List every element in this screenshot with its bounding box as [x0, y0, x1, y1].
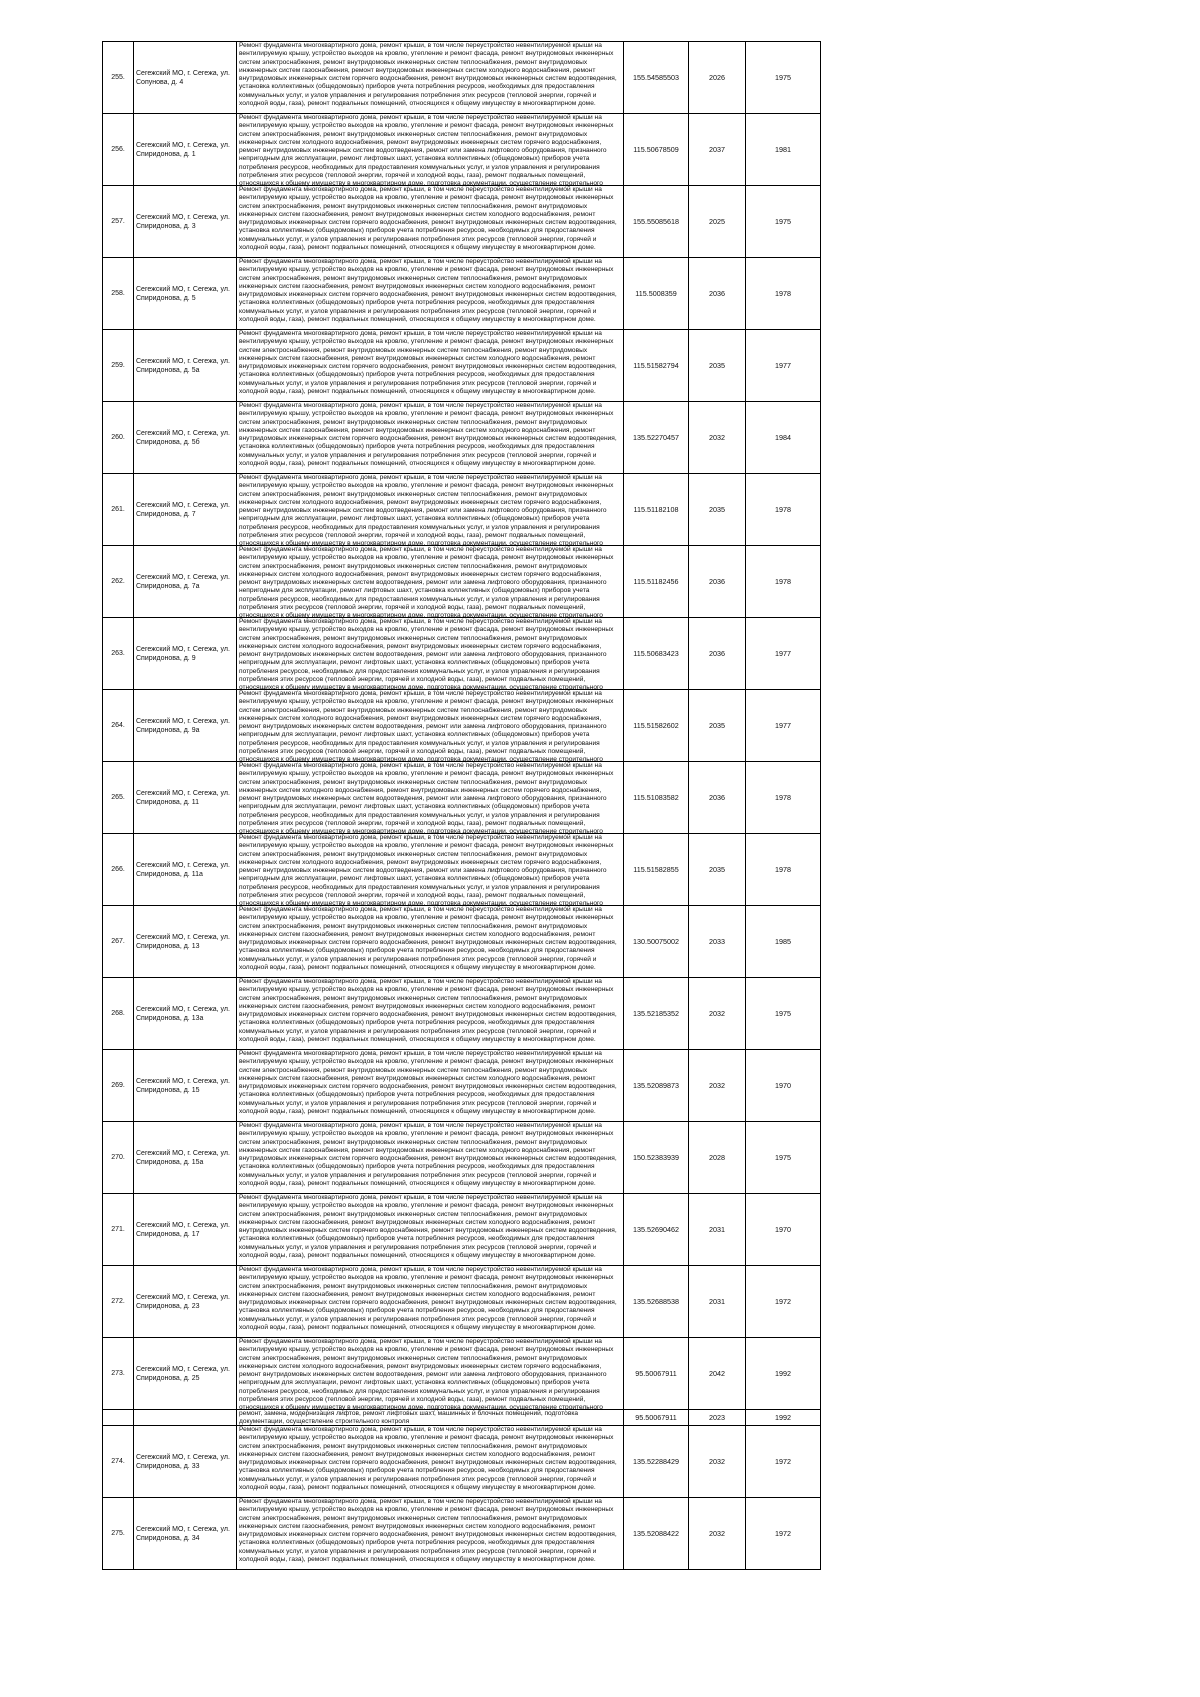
address-cell: Сегежский МО, г. Сегежа, ул. Спиридонова, д. 9: [134, 618, 237, 690]
address-cell: Сегежский МО, г. Сегежа, ул. Спиридонова, д. 25: [134, 1338, 237, 1410]
works-description-cell: [237, 618, 624, 690]
address-cell: Сегежский МО, г. Сегежа, ул. Спиридонова, д. 5б: [134, 402, 237, 474]
row-number-cell: 264.: [103, 690, 134, 762]
construction-year-cell: 1975: [746, 42, 821, 114]
works-description-cell: [237, 186, 624, 258]
row-number-cell: [103, 1410, 134, 1426]
construction-year-cell: 1984: [746, 402, 821, 474]
cost-cell: 115.51582855: [624, 834, 689, 906]
construction-year-cell: 1975: [746, 978, 821, 1050]
construction-year-cell: 1970: [746, 1194, 821, 1266]
repair-year-cell: 2032: [689, 978, 746, 1050]
cost-cell: 115.5008359: [624, 258, 689, 330]
table-row: [103, 1194, 821, 1266]
repair-year-cell: 2032: [689, 1050, 746, 1122]
cost-cell: 95.50067911: [624, 1338, 689, 1410]
table-row: [103, 834, 821, 906]
works-description-text: Ремонт фундамента многоквартирного дома, ремонт крыши, в том числе переустройство невентилируемой крыши на вентилируемую крышу, устройство выходов на кровлю, утепление и ремонт фасада, ремонт внутридомовых инженерных систем электроснабжения, ремонт внутридомовых инженерных систем теплоснабжения, ремонт внутридомовых инженерных систем газоснабжения, ремонт внутридомовых инженерных систем холодного водоснабжения, ремонт внутридомовых инженерных систем горячего водоснабжения, ремонт внутридомовых инженерных систем водоотведения, установка коллективных (общедомовых) приборов учета потребления ресурсов, необходимых для предоставления коммунальных услуг, и узлов управления и регулирования потребления этих ресурсов (тепловой энергии, горячей и холодной воды, газа), ремонт подвальных помещений, относящихся к общему имуществу в многоквартирном доме.: [239, 1426, 617, 1492]
row-number-cell: 259.: [103, 330, 134, 402]
table-row: [103, 978, 821, 1050]
address-cell: Сегежский МО, г. Сегежа, ул. Спиридонова, д. 7: [134, 474, 237, 546]
works-description-cell: [237, 1410, 624, 1426]
capital-repair-table: [102, 41, 821, 1570]
row-number-cell: 255.: [103, 42, 134, 114]
works-description-cell: [237, 834, 624, 906]
repair-year-cell: 2036: [689, 762, 746, 834]
row-number-cell: 260.: [103, 402, 134, 474]
address-cell: [134, 1410, 237, 1426]
works-description-cell: [237, 1122, 624, 1194]
cost-cell: 95.50067911: [624, 1410, 689, 1426]
repair-year-cell: 2023: [689, 1410, 746, 1426]
works-description-text: Ремонт фундамента многоквартирного дома, ремонт крыши, в том числе переустройство невентилируемой крыши на вентилируемую крышу, устройство выходов на кровлю, утепление и ремонт фасада, ремонт внутридомовых инженерных систем электроснабжения, ремонт внутридомовых инженерных систем теплоснабжения, ремонт внутридомовых инженерных систем холодного водоснабжения, ремонт внутридомовых инженерных систем горячего водоснабжения, ремонт внутридомовых инженерных систем водоотведения, ремонт или замена лифтового оборудования, признанного непригодным для эксплуатации, ремонт лифтовых шахт, установка коллективных (общедомовых) приборов учета потребления ресурсов, необходимых для предоставления коммунальных услуг, и узлов управления и регулирования потребления этих ресурсов (тепловой энергии, горячей и холодной воды, газа), ремонт подвальных помещений, относящихся к общему имуществу в многоквартирном доме, подготовка документации, осуществление строительного: [239, 114, 614, 188]
works-description-cell: [237, 330, 624, 402]
cost-cell: 155.54585503: [624, 42, 689, 114]
cost-cell: 135.52185352: [624, 978, 689, 1050]
cost-cell: 135.52688538: [624, 1266, 689, 1338]
row-number-cell: 263.: [103, 618, 134, 690]
construction-year-cell: 1972: [746, 1266, 821, 1338]
cost-cell: 115.50683423: [624, 618, 689, 690]
construction-year-cell: 1981: [746, 114, 821, 186]
address-cell: Сегежский МО, г. Сегежа, ул. Сопунова, д. 4: [134, 42, 237, 114]
cost-cell: 135.52288429: [624, 1426, 689, 1498]
address-cell: Сегежский МО, г. Сегежа, ул. Спиридонова, д. 23: [134, 1266, 237, 1338]
cost-cell: 115.51582794: [624, 330, 689, 402]
table-row: [103, 1498, 821, 1570]
construction-year-cell: 1977: [746, 618, 821, 690]
table-body: [103, 42, 821, 1570]
cost-cell: 115.51182108: [624, 474, 689, 546]
table-subrow: [103, 1410, 821, 1426]
works-description-cell: [237, 114, 624, 186]
row-number-cell: 272.: [103, 1266, 134, 1338]
construction-year-cell: 1978: [746, 546, 821, 618]
construction-year-cell: 1978: [746, 834, 821, 906]
works-description-cell: [237, 402, 624, 474]
works-description-text: Ремонт фундамента многоквартирного дома, ремонт крыши, в том числе переустройство невентилируемой крыши на вентилируемую крышу, устройство выходов на кровлю, утепление и ремонт фасада, ремонт внутридомовых инженерных систем электроснабжения, ремонт внутридомовых инженерных систем теплоснабжения, ремонт внутридомовых инженерных систем газоснабжения, ремонт внутридомовых инженерных систем холодного водоснабжения, ремонт внутридомовых инженерных систем горячего водоснабжения, ремонт внутридомовых инженерных систем водоотведения, установка коллективных (общедомовых) приборов учета потребления ресурсов, необходимых для предоставления коммунальных услуг, и узлов управления и регулирования потребления этих ресурсов (тепловой энергии, горячей и холодной воды, газа), ремонт подвальных помещений, относящихся к общему имуществу в многоквартирном доме.: [239, 1122, 617, 1188]
table-row: [103, 546, 821, 618]
row-number-cell: 261.: [103, 474, 134, 546]
works-description-text: Ремонт фундамента многоквартирного дома, ремонт крыши, в том числе переустройство невентилируемой крыши на вентилируемую крышу, устройство выходов на кровлю, утепление и ремонт фасада, ремонт внутридомовых инженерных систем электроснабжения, ремонт внутридомовых инженерных систем теплоснабжения, ремонт внутридомовых инженерных систем холодного водоснабжения, ремонт внутридомовых инженерных систем горячего водоснабжения, ремонт внутридомовых инженерных систем водоотведения, ремонт или замена лифтового оборудования, признанного непригодным для эксплуатации, ремонт лифтовых шахт, установка коллективных (общедомовых) приборов учета потребления ресурсов, необходимых для предоставления коммунальных услуг, и узлов управления и регулирования потребления этих ресурсов (тепловой энергии, горячей и холодной воды, газа), ремонт подвальных помещений, относящихся к общему имуществу в многоквартирном доме, подготовка документации, осуществление строительного: [239, 546, 614, 620]
row-number-cell: 266.: [103, 834, 134, 906]
works-description-cell: [237, 42, 624, 114]
row-number-cell: 256.: [103, 114, 134, 186]
works-description-text: Ремонт фундамента многоквартирного дома, ремонт крыши, в том числе переустройство невентилируемой крыши на вентилируемую крышу, устройство выходов на кровлю, утепление и ремонт фасада, ремонт внутридомовых инженерных систем электроснабжения, ремонт внутридомовых инженерных систем теплоснабжения, ремонт внутридомовых инженерных систем холодного водоснабжения, ремонт внутридомовых инженерных систем горячего водоснабжения, ремонт внутридомовых инженерных систем водоотведения, ремонт или замена лифтового оборудования, признанного непригодным для эксплуатации, ремонт лифтовых шахт, установка коллективных (общедомовых) приборов учета потребления ресурсов, необходимых для предоставления коммунальных услуг, и узлов управления и регулирования потребления этих ресурсов (тепловой энергии, горячей и холодной воды, газа), ремонт подвальных помещений, относящихся к общему имуществу в многоквартирном доме, подготовка документации, осуществление строительного: [239, 618, 614, 692]
works-description-cell: [237, 1266, 624, 1338]
works-description-text: Ремонт фундамента многоквартирного дома, ремонт крыши, в том числе переустройство невентилируемой крыши на вентилируемую крышу, устройство выходов на кровлю, утепление и ремонт фасада, ремонт внутридомовых инженерных систем электроснабжения, ремонт внутридомовых инженерных систем теплоснабжения, ремонт внутридомовых инженерных систем холодного водоснабжения, ремонт внутридомовых инженерных систем горячего водоснабжения, ремонт внутридомовых инженерных систем водоотведения, ремонт или замена лифтового оборудования, признанного непригодным для эксплуатации, ремонт лифтовых шахт, установка коллективных (общедомовых) приборов учета потребления ресурсов, необходимых для предоставления коммунальных услуг, и узлов управления и регулирования потребления этих ресурсов (тепловой энергии, горячей и холодной воды, газа), ремонт подвальных помещений, относящихся к общему имуществу в многоквартирном доме, подготовка документации, осуществление строительного: [239, 762, 614, 836]
row-number-cell: 271.: [103, 1194, 134, 1266]
works-description-text: Ремонт фундамента многоквартирного дома, ремонт крыши, в том числе переустройство невентилируемой крыши на вентилируемую крышу, устройство выходов на кровлю, утепление и ремонт фасада, ремонт внутридомовых инженерных систем электроснабжения, ремонт внутридомовых инженерных систем теплоснабжения, ремонт внутридомовых инженерных систем газоснабжения, ремонт внутридомовых инженерных систем холодного водоснабжения, ремонт внутридомовых инженерных систем горячего водоснабжения, ремонт внутридомовых инженерных систем водоотведения, установка коллективных (общедомовых) приборов учета потребления ресурсов, необходимых для предоставления коммунальных услуг, и узлов управления и регулирования потребления этих ресурсов (тепловой энергии, горячей и холодной воды, газа), ремонт подвальных помещений, относящихся к общему имуществу в многоквартирном доме.: [239, 906, 617, 972]
repair-year-cell: 2035: [689, 834, 746, 906]
construction-year-cell: 1972: [746, 1426, 821, 1498]
works-description-text: Ремонт фундамента многоквартирного дома, ремонт крыши, в том числе переустройство невентилируемой крыши на вентилируемую крышу, устройство выходов на кровлю, утепление и ремонт фасада, ремонт внутридомовых инженерных систем электроснабжения, ремонт внутридомовых инженерных систем теплоснабжения, ремонт внутридомовых инженерных систем газоснабжения, ремонт внутридомовых инженерных систем холодного водоснабжения, ремонт внутридомовых инженерных систем горячего водоснабжения, ремонт внутридомовых инженерных систем водоотведения, установка коллективных (общедомовых) приборов учета потребления ресурсов, необходимых для предоставления коммунальных услуг, и узлов управления и регулирования потребления этих ресурсов (тепловой энергии, горячей и холодной воды, газа), ремонт подвальных помещений, относящихся к общему имуществу в многоквартирном доме.: [239, 258, 617, 324]
row-number-cell: 258.: [103, 258, 134, 330]
repair-year-cell: 2032: [689, 1426, 746, 1498]
works-description-text: Ремонт фундамента многоквартирного дома, ремонт крыши, в том числе переустройство невентилируемой крыши на вентилируемую крышу, устройство выходов на кровлю, утепление и ремонт фасада, ремонт внутридомовых инженерных систем электроснабжения, ремонт внутридомовых инженерных систем теплоснабжения, ремонт внутридомовых инженерных систем газоснабжения, ремонт внутридомовых инженерных систем холодного водоснабжения, ремонт внутридомовых инженерных систем горячего водоснабжения, ремонт внутридомовых инженерных систем водоотведения, установка коллективных (общедомовых) приборов учета потребления ресурсов, необходимых для предоставления коммунальных услуг, и узлов управления и регулирования потребления этих ресурсов (тепловой энергии, горячей и холодной воды, газа), ремонт подвальных помещений, относящихся к общему имуществу в многоквартирном доме.: [239, 1194, 617, 1260]
repair-year-cell: 2031: [689, 1266, 746, 1338]
works-description-text: Ремонт фундамента многоквартирного дома, ремонт крыши, в том числе переустройство невентилируемой крыши на вентилируемую крышу, устройство выходов на кровлю, утепление и ремонт фасада, ремонт внутридомовых инженерных систем электроснабжения, ремонт внутридомовых инженерных систем теплоснабжения, ремонт внутридомовых инженерных систем газоснабжения, ремонт внутридомовых инженерных систем холодного водоснабжения, ремонт внутридомовых инженерных систем горячего водоснабжения, ремонт внутридомовых инженерных систем водоотведения, установка коллективных (общедомовых) приборов учета потребления ресурсов, необходимых для предоставления коммунальных услуг, и узлов управления и регулирования потребления этих ресурсов (тепловой энергии, горячей и холодной воды, газа), ремонт подвальных помещений, относящихся к общему имуществу в многоквартирном доме.: [239, 1498, 617, 1564]
works-description-text: Ремонт фундамента многоквартирного дома, ремонт крыши, в том числе переустройство невентилируемой крыши на вентилируемую крышу, устройство выходов на кровлю, утепление и ремонт фасада, ремонт внутридомовых инженерных систем электроснабжения, ремонт внутридомовых инженерных систем теплоснабжения, ремонт внутридомовых инженерных систем газоснабжения, ремонт внутридомовых инженерных систем холодного водоснабжения, ремонт внутридомовых инженерных систем горячего водоснабжения, ремонт внутридомовых инженерных систем водоотведения, установка коллективных (общедомовых) приборов учета потребления ресурсов, необходимых для предоставления коммунальных услуг, и узлов управления и регулирования потребления этих ресурсов (тепловой энергии, горячей и холодной воды, газа), ремонт подвальных помещений, относящихся к общему имуществу в многоквартирном доме.: [239, 978, 617, 1044]
table-row: [103, 186, 821, 258]
address-cell: Сегежский МО, г. Сегежа, ул. Спиридонова, д. 5: [134, 258, 237, 330]
repair-year-cell: 2032: [689, 1498, 746, 1570]
row-number-cell: 274.: [103, 1426, 134, 1498]
cost-cell: 135.52270457: [624, 402, 689, 474]
repair-year-cell: 2037: [689, 114, 746, 186]
repair-year-cell: 2036: [689, 546, 746, 618]
row-number-cell: 270.: [103, 1122, 134, 1194]
row-number-cell: 275.: [103, 1498, 134, 1570]
construction-year-cell: 1970: [746, 1050, 821, 1122]
cost-cell: 155.55085618: [624, 186, 689, 258]
works-description-text: Ремонт фундамента многоквартирного дома, ремонт крыши, в том числе переустройство невентилируемой крыши на вентилируемую крышу, устройство выходов на кровлю, утепление и ремонт фасада, ремонт внутридомовых инженерных систем электроснабжения, ремонт внутридомовых инженерных систем теплоснабжения, ремонт внутридомовых инженерных систем холодного водоснабжения, ремонт внутридомовых инженерных систем горячего водоснабжения, ремонт внутридомовых инженерных систем водоотведения, ремонт или замена лифтового оборудования, признанного непригодным для эксплуатации, ремонт лифтовых шахт, установка коллективных (общедомовых) приборов учета потребления ресурсов, необходимых для предоставления коммунальных услуг, и узлов управления и регулирования потребления этих ресурсов (тепловой энергии, горячей и холодной воды, газа), ремонт подвальных помещений, относящихся к общему имуществу в многоквартирном доме, подготовка документации, осуществление строительного: [239, 834, 614, 908]
address-cell: Сегежский МО, г. Сегежа, ул. Спиридонова, д. 5а: [134, 330, 237, 402]
works-description-text: Ремонт фундамента многоквартирного дома, ремонт крыши, в том числе переустройство невентилируемой крыши на вентилируемую крышу, устройство выходов на кровлю, утепление и ремонт фасада, ремонт внутридомовых инженерных систем электроснабжения, ремонт внутридомовых инженерных систем теплоснабжения, ремонт внутридомовых инженерных систем газоснабжения, ремонт внутридомовых инженерных систем холодного водоснабжения, ремонт внутридомовых инженерных систем горячего водоснабжения, ремонт внутридомовых инженерных систем водоотведения, установка коллективных (общедомовых) приборов учета потребления ресурсов, необходимых для предоставления коммунальных услуг, и узлов управления и регулирования потребления этих ресурсов (тепловой энергии, горячей и холодной воды, газа), ремонт подвальных помещений, относящихся к общему имуществу в многоквартирном доме.: [239, 1266, 617, 1332]
table-row: [103, 906, 821, 978]
cost-cell: 115.50678509: [624, 114, 689, 186]
cost-cell: 135.52690462: [624, 1194, 689, 1266]
construction-year-cell: 1972: [746, 1498, 821, 1570]
cost-cell: 135.52089873: [624, 1050, 689, 1122]
construction-year-cell: 1975: [746, 186, 821, 258]
row-number-cell: 268.: [103, 978, 134, 1050]
address-cell: Сегежский МО, г. Сегежа, ул. Спиридонова, д. 11а: [134, 834, 237, 906]
table-row: [103, 42, 821, 114]
table-row: [103, 474, 821, 546]
works-description-text: Ремонт фундамента многоквартирного дома, ремонт крыши, в том числе переустройство невентилируемой крыши на вентилируемую крышу, устройство выходов на кровлю, утепление и ремонт фасада, ремонт внутридомовых инженерных систем электроснабжения, ремонт внутридомовых инженерных систем теплоснабжения, ремонт внутридомовых инженерных систем газоснабжения, ремонт внутридомовых инженерных систем холодного водоснабжения, ремонт внутридомовых инженерных систем горячего водоснабжения, ремонт внутридомовых инженерных систем водоотведения, установка коллективных (общедомовых) приборов учета потребления ресурсов, необходимых для предоставления коммунальных услуг, и узлов управления и регулирования потребления этих ресурсов (тепловой энергии, горячей и холодной воды, газа), ремонт подвальных помещений, относящихся к общему имуществу в многоквартирном доме.: [239, 1050, 617, 1116]
construction-year-cell: 1985: [746, 906, 821, 978]
table-row: [103, 330, 821, 402]
works-description-cell: [237, 978, 624, 1050]
construction-year-cell: 1978: [746, 258, 821, 330]
cost-cell: 115.51083582: [624, 762, 689, 834]
address-cell: Сегежский МО, г. Сегежа, ул. Спиридонова, д. 34: [134, 1498, 237, 1570]
address-cell: Сегежский МО, г. Сегежа, ул. Спиридонова, д. 7а: [134, 546, 237, 618]
repair-year-cell: 2035: [689, 474, 746, 546]
repair-year-cell: 2028: [689, 1122, 746, 1194]
table-row: [103, 1050, 821, 1122]
works-description-text: Ремонт фундамента многоквартирного дома, ремонт крыши, в том числе переустройство невентилируемой крыши на вентилируемую крышу, устройство выходов на кровлю, утепление и ремонт фасада, ремонт внутридомовых инженерных систем электроснабжения, ремонт внутридомовых инженерных систем теплоснабжения, ремонт внутридомовых инженерных систем холодного водоснабжения, ремонт внутридомовых инженерных систем горячего водоснабжения, ремонт внутридомовых инженерных систем водоотведения, ремонт или замена лифтового оборудования, признанного непригодным для эксплуатации, ремонт лифтовых шахт, установка коллективных (общедомовых) приборов учета потребления ресурсов, необходимых для предоставления коммунальных услуг, и узлов управления и регулирования потребления этих ресурсов (тепловой энергии, горячей и холодной воды, газа), ремонт подвальных помещений, относящихся к общему имуществу в многоквартирном доме, подготовка документации, осуществление строительного: [239, 474, 614, 548]
table-row: [103, 690, 821, 762]
table-row: [103, 258, 821, 330]
works-description-text: Ремонт фундамента многоквартирного дома, ремонт крыши, в том числе переустройство невентилируемой крыши на вентилируемую крышу, устройство выходов на кровлю, утепление и ремонт фасада, ремонт внутридомовых инженерных систем электроснабжения, ремонт внутридомовых инженерных систем теплоснабжения, ремонт внутридомовых инженерных систем холодного водоснабжения, ремонт внутридомовых инженерных систем горячего водоснабжения, ремонт внутридомовых инженерных систем водоотведения, ремонт или замена лифтового оборудования, признанного непригодным для эксплуатации, ремонт лифтовых шахт, установка коллективных (общедомовых) приборов учета потребления ресурсов, необходимых для предоставления коммунальных услуг, и узлов управления и регулирования потребления этих ресурсов (тепловой энергии, горячей и холодной воды, газа), ремонт подвальных помещений, относящихся к общему имуществу в многоквартирном доме, подготовка документации, осуществление строительного: [239, 690, 614, 764]
row-number-cell: 262.: [103, 546, 134, 618]
works-description-text: Ремонт фундамента многоквартирного дома, ремонт крыши, в том числе переустройство невентилируемой крыши на вентилируемую крышу, устройство выходов на кровлю, утепление и ремонт фасада, ремонт внутридомовых инженерных систем электроснабжения, ремонт внутридомовых инженерных систем теплоснабжения, ремонт внутридомовых инженерных систем холодного водоснабжения, ремонт внутридомовых инженерных систем горячего водоснабжения, ремонт внутридомовых инженерных систем водоотведения, ремонт или замена лифтового оборудования, признанного непригодным для эксплуатации, ремонт лифтовых шахт, установка коллективных (общедомовых) приборов учета потребления ресурсов, необходимых для предоставления коммунальных услуг, и узлов управления и регулирования потребления этих ресурсов (тепловой энергии, горячей и холодной воды, газа), ремонт подвальных помещений, относящихся к общему имуществу в многоквартирном доме, подготовка документации, осуществление строительного: [239, 1338, 614, 1412]
table-row: [103, 1426, 821, 1498]
repair-year-cell: 2036: [689, 618, 746, 690]
construction-year-cell: 1975: [746, 1122, 821, 1194]
works-description-cell: [237, 1338, 624, 1410]
construction-year-cell: 1978: [746, 762, 821, 834]
repair-year-cell: 2042: [689, 1338, 746, 1410]
row-number-cell: 265.: [103, 762, 134, 834]
cost-cell: 150.52383939: [624, 1122, 689, 1194]
works-description-text: Ремонт фундамента многоквартирного дома, ремонт крыши, в том числе переустройство невентилируемой крыши на вентилируемую крышу, устройство выходов на кровлю, утепление и ремонт фасада, ремонт внутридомовых инженерных систем электроснабжения, ремонт внутридомовых инженерных систем теплоснабжения, ремонт внутридомовых инженерных систем газоснабжения, ремонт внутридомовых инженерных систем холодного водоснабжения, ремонт внутридомовых инженерных систем горячего водоснабжения, ремонт внутридомовых инженерных систем водоотведения, установка коллективных (общедомовых) приборов учета потребления ресурсов, необходимых для предоставления коммунальных услуг, и узлов управления и регулирования потребления этих ресурсов (тепловой энергии, горячей и холодной воды, газа), ремонт подвальных помещений, относящихся к общему имуществу в многоквартирном доме.: [239, 330, 617, 396]
table-row: [103, 618, 821, 690]
repair-year-cell: 2036: [689, 258, 746, 330]
works-description-text: Ремонт фундамента многоквартирного дома, ремонт крыши, в том числе переустройство невентилируемой крыши на вентилируемую крышу, устройство выходов на кровлю, утепление и ремонт фасада, ремонт внутридомовых инженерных систем электроснабжения, ремонт внутридомовых инженерных систем теплоснабжения, ремонт внутридомовых инженерных систем газоснабжения, ремонт внутридомовых инженерных систем холодного водоснабжения, ремонт внутридомовых инженерных систем горячего водоснабжения, ремонт внутридомовых инженерных систем водоотведения, установка коллективных (общедомовых) приборов учета потребления ресурсов, необходимых для предоставления коммунальных услуг, и узлов управления и регулирования потребления этих ресурсов (тепловой энергии, горячей и холодной воды, газа), ремонт подвальных помещений, относящихся к общему имуществу в многоквартирном доме.: [239, 42, 617, 108]
repair-year-cell: 2033: [689, 906, 746, 978]
cost-cell: 130.50075002: [624, 906, 689, 978]
cost-cell: 115.51182456: [624, 546, 689, 618]
address-cell: Сегежский МО, г. Сегежа, ул. Спиридонова, д. 33: [134, 1426, 237, 1498]
works-description-text: ремонт, замена, модернизация лифтов, ремонт лифтовых шахт, машинных и блочных помещений, подготовка документации, осуществление строительного контроля: [239, 1410, 579, 1426]
address-cell: Сегежский МО, г. Сегежа, ул. Спиридонова, д. 15: [134, 1050, 237, 1122]
works-description-cell: [237, 1426, 624, 1498]
repair-year-cell: 2035: [689, 330, 746, 402]
repair-year-cell: 2035: [689, 690, 746, 762]
works-description-cell: [237, 1050, 624, 1122]
construction-year-cell: 1977: [746, 330, 821, 402]
repair-year-cell: 2025: [689, 186, 746, 258]
works-description-cell: [237, 1194, 624, 1266]
address-cell: Сегежский МО, г. Сегежа, ул. Спиридонова, д. 9а: [134, 690, 237, 762]
works-description-cell: [237, 258, 624, 330]
construction-year-cell: 1992: [746, 1410, 821, 1426]
table-row: [103, 402, 821, 474]
address-cell: Сегежский МО, г. Сегежа, ул. Спиридонова, д. 11: [134, 762, 237, 834]
repair-year-cell: 2032: [689, 402, 746, 474]
row-number-cell: 269.: [103, 1050, 134, 1122]
row-number-cell: 257.: [103, 186, 134, 258]
works-description-cell: [237, 1498, 624, 1570]
works-description-cell: [237, 762, 624, 834]
works-description-cell: [237, 474, 624, 546]
works-description-text: Ремонт фундамента многоквартирного дома, ремонт крыши, в том числе переустройство невентилируемой крыши на вентилируемую крышу, устройство выходов на кровлю, утепление и ремонт фасада, ремонт внутридомовых инженерных систем электроснабжения, ремонт внутридомовых инженерных систем теплоснабжения, ремонт внутридомовых инженерных систем газоснабжения, ремонт внутридомовых инженерных систем холодного водоснабжения, ремонт внутридомовых инженерных систем горячего водоснабжения, ремонт внутридомовых инженерных систем водоотведения, установка коллективных (общедомовых) приборов учета потребления ресурсов, необходимых для предоставления коммунальных услуг, и узлов управления и регулирования потребления этих ресурсов (тепловой энергии, горячей и холодной воды, газа), ремонт подвальных помещений, относящихся к общему имуществу в многоквартирном доме.: [239, 402, 617, 468]
address-cell: Сегежский МО, г. Сегежа, ул. Спиридонова, д. 3: [134, 186, 237, 258]
table-row: [103, 762, 821, 834]
row-number-cell: 273.: [103, 1338, 134, 1410]
works-description-cell: [237, 690, 624, 762]
repair-year-cell: 2026: [689, 42, 746, 114]
works-description-cell: [237, 906, 624, 978]
row-number-cell: 267.: [103, 906, 134, 978]
address-cell: Сегежский МО, г. Сегежа, ул. Спиридонова, д. 1: [134, 114, 237, 186]
table-row: [103, 1338, 821, 1410]
works-description-cell: [237, 546, 624, 618]
construction-year-cell: 1978: [746, 474, 821, 546]
construction-year-cell: 1977: [746, 690, 821, 762]
table-row: [103, 1122, 821, 1194]
cost-cell: 135.52088422: [624, 1498, 689, 1570]
cost-cell: 115.51582602: [624, 690, 689, 762]
address-cell: Сегежский МО, г. Сегежа, ул. Спиридонова, д. 15а: [134, 1122, 237, 1194]
address-cell: Сегежский МО, г. Сегежа, ул. Спиридонова, д. 13а: [134, 978, 237, 1050]
table-row: [103, 114, 821, 186]
construction-year-cell: 1992: [746, 1338, 821, 1410]
works-description-text: Ремонт фундамента многоквартирного дома, ремонт крыши, в том числе переустройство невентилируемой крыши на вентилируемую крышу, устройство выходов на кровлю, утепление и ремонт фасада, ремонт внутридомовых инженерных систем электроснабжения, ремонт внутридомовых инженерных систем теплоснабжения, ремонт внутридомовых инженерных систем газоснабжения, ремонт внутридомовых инженерных систем холодного водоснабжения, ремонт внутридомовых инженерных систем горячего водоснабжения, ремонт внутридомовых инженерных систем водоотведения, установка коллективных (общедомовых) приборов учета потребления ресурсов, необходимых для предоставления коммунальных услуг, и узлов управления и регулирования потребления этих ресурсов (тепловой энергии, горячей и холодной воды, газа), ремонт подвальных помещений, относящихся к общему имуществу в многоквартирном доме.: [239, 186, 617, 252]
table-row: [103, 1266, 821, 1338]
address-cell: Сегежский МО, г. Сегежа, ул. Спиридонова, д. 17: [134, 1194, 237, 1266]
repair-year-cell: 2031: [689, 1194, 746, 1266]
address-cell: Сегежский МО, г. Сегежа, ул. Спиридонова, д. 13: [134, 906, 237, 978]
